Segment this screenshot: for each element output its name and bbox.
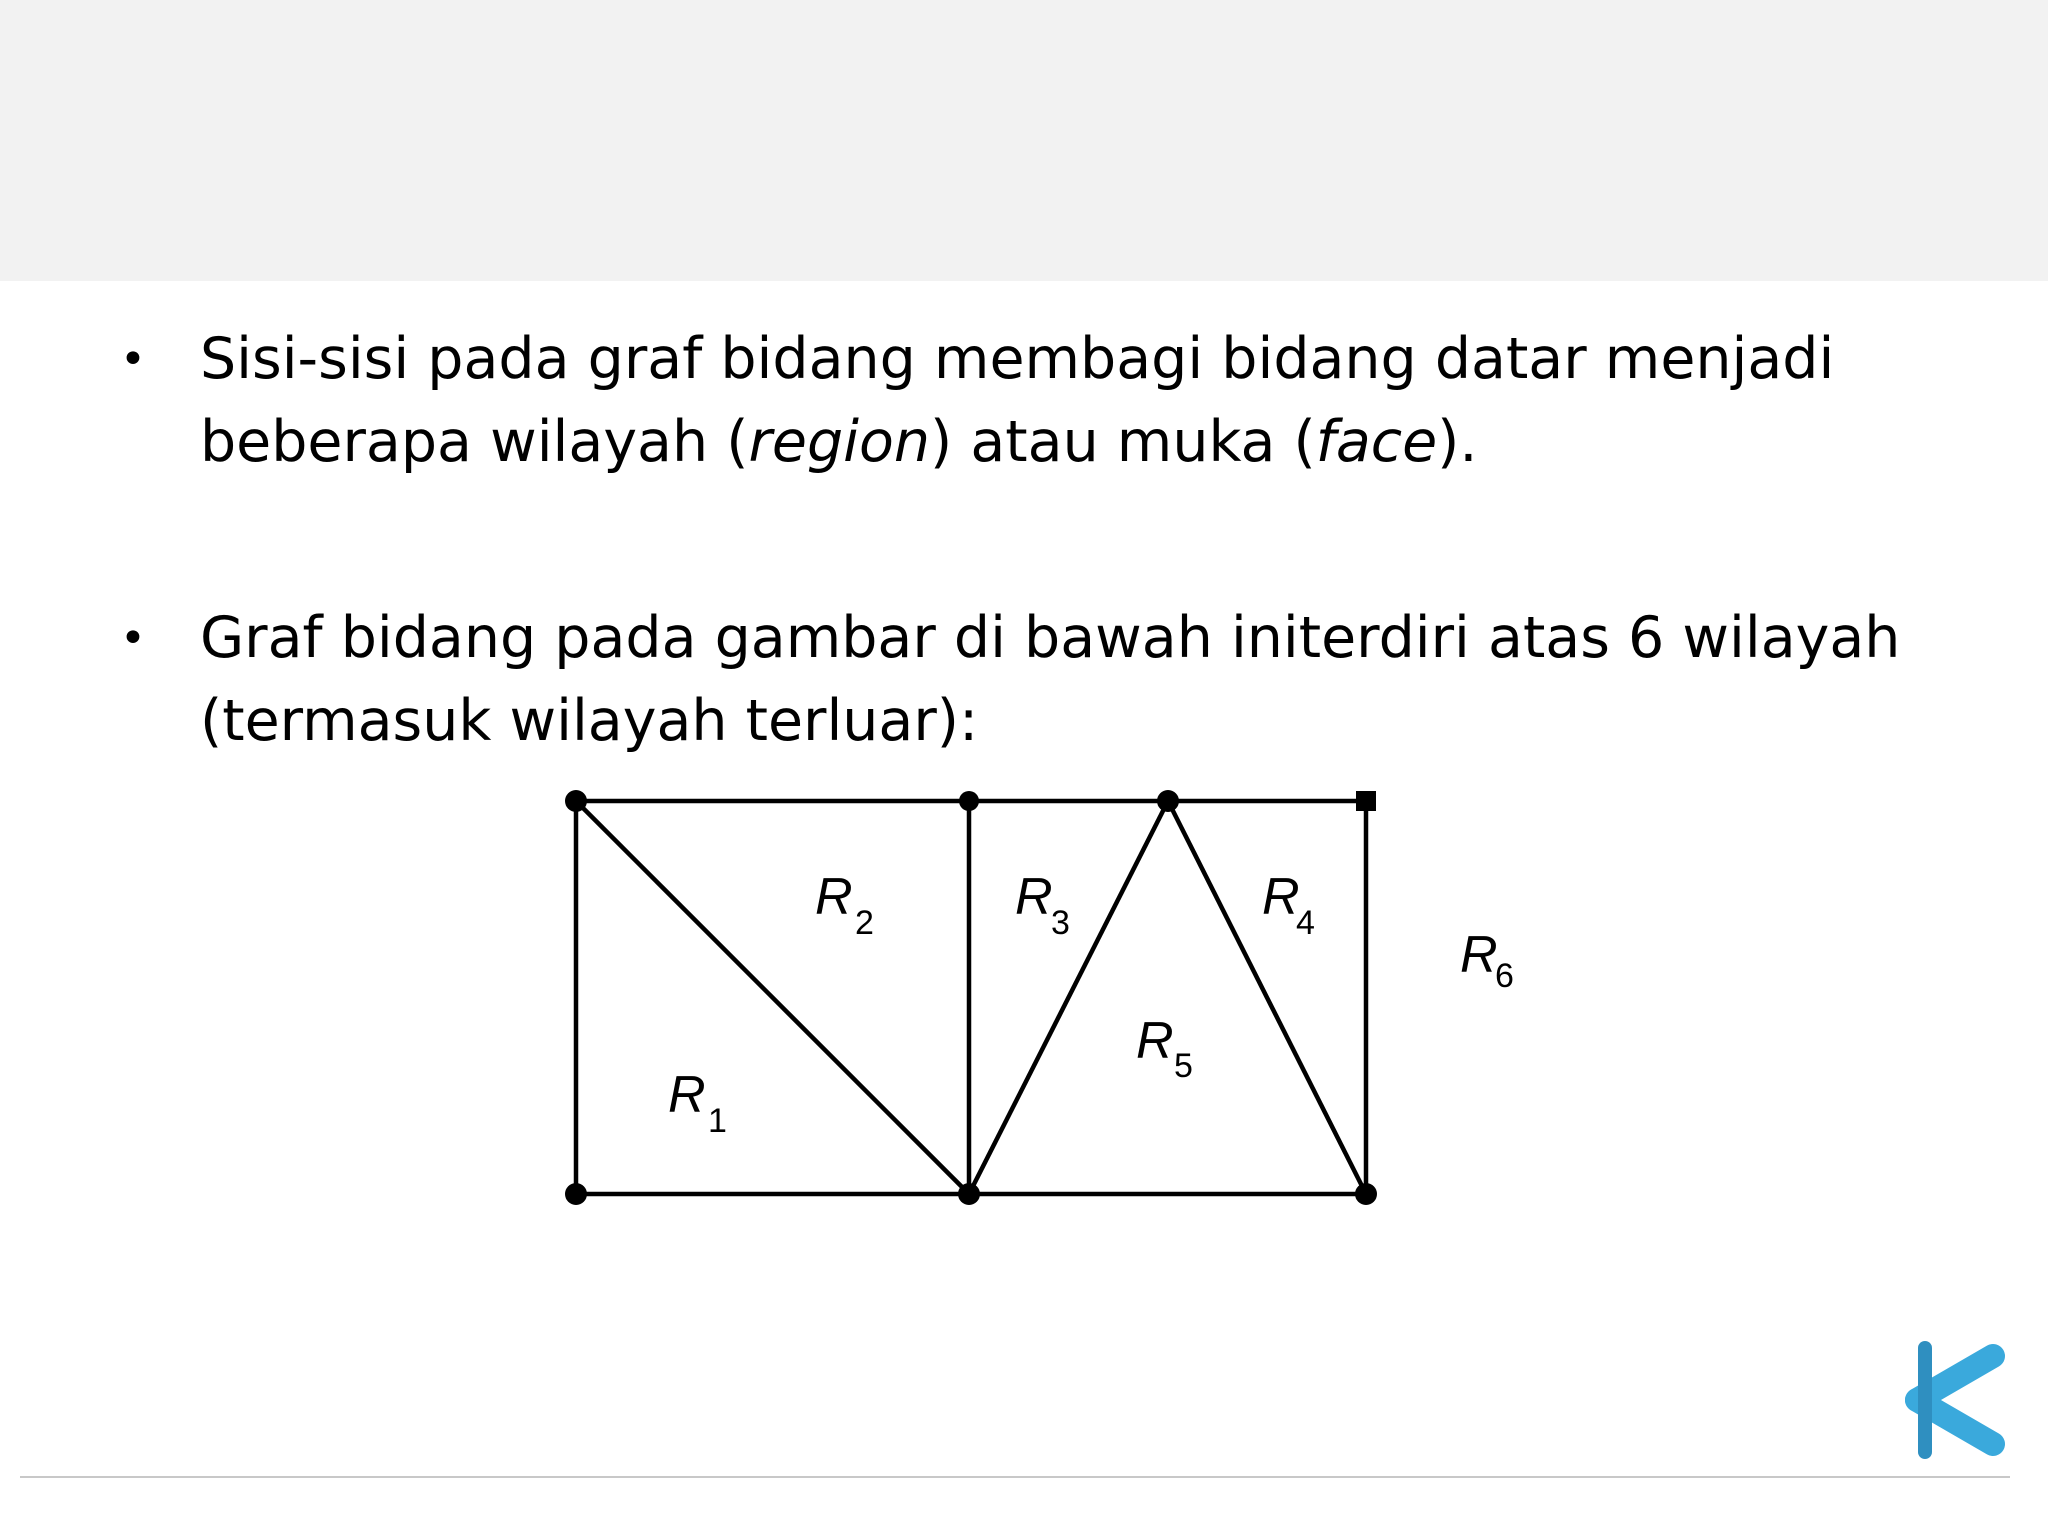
region-label-r6 <box>1460 926 1514 995</box>
text-run: ). <box>1437 409 1478 475</box>
bullet-line: Graf bidang pada gambar di bawah initerdiri atas 6 wilayah <box>200 605 1901 671</box>
region-label-r1 <box>668 1066 727 1140</box>
edge <box>1168 801 1366 1194</box>
region-letter: R <box>1015 868 1053 926</box>
graph-edges <box>576 801 1366 1194</box>
bullet-dot: • <box>120 334 146 385</box>
vertex <box>1157 790 1179 812</box>
bullet-dot: • <box>120 613 146 664</box>
region-letter: R <box>1262 868 1300 926</box>
vertex <box>565 790 587 812</box>
footer-divider <box>20 1476 2010 1478</box>
italic-term: face <box>1315 409 1438 475</box>
bullet-line: (termasuk wilayah terluar): <box>200 688 979 754</box>
bullet-line: Sisi-sisi pada graf bidang membagi bidang datar menjadi <box>200 326 1835 392</box>
region-subscript: 2 <box>855 904 874 942</box>
region-label-r2 <box>815 868 874 942</box>
region-subscript: 6 <box>1495 957 1514 995</box>
region-subscript: 5 <box>1174 1047 1193 1085</box>
region-letter: R <box>1136 1012 1174 1070</box>
vertex <box>1355 1183 1377 1205</box>
vertex <box>959 791 979 811</box>
text-run: beberapa wilayah ( <box>200 409 749 475</box>
region-label-r3 <box>1015 868 1070 942</box>
region-subscript: 1 <box>708 1102 727 1140</box>
edge <box>576 801 969 1194</box>
k-chevron-logo-icon <box>1895 1330 2015 1470</box>
region-subscript: 3 <box>1051 904 1070 942</box>
region-label-r4 <box>1262 868 1315 942</box>
vertex <box>958 1183 980 1205</box>
italic-term: region <box>748 409 930 475</box>
edge <box>969 801 1168 1194</box>
region-label-r5 <box>1136 1012 1193 1085</box>
text-run: ) atau muka ( <box>930 409 1316 475</box>
vertex <box>565 1183 587 1205</box>
region-letter: R <box>1460 926 1498 984</box>
region-letter: R <box>815 868 853 926</box>
region-subscript: 4 <box>1296 904 1315 942</box>
vertex <box>1356 791 1376 811</box>
region-letter: R <box>668 1066 706 1124</box>
